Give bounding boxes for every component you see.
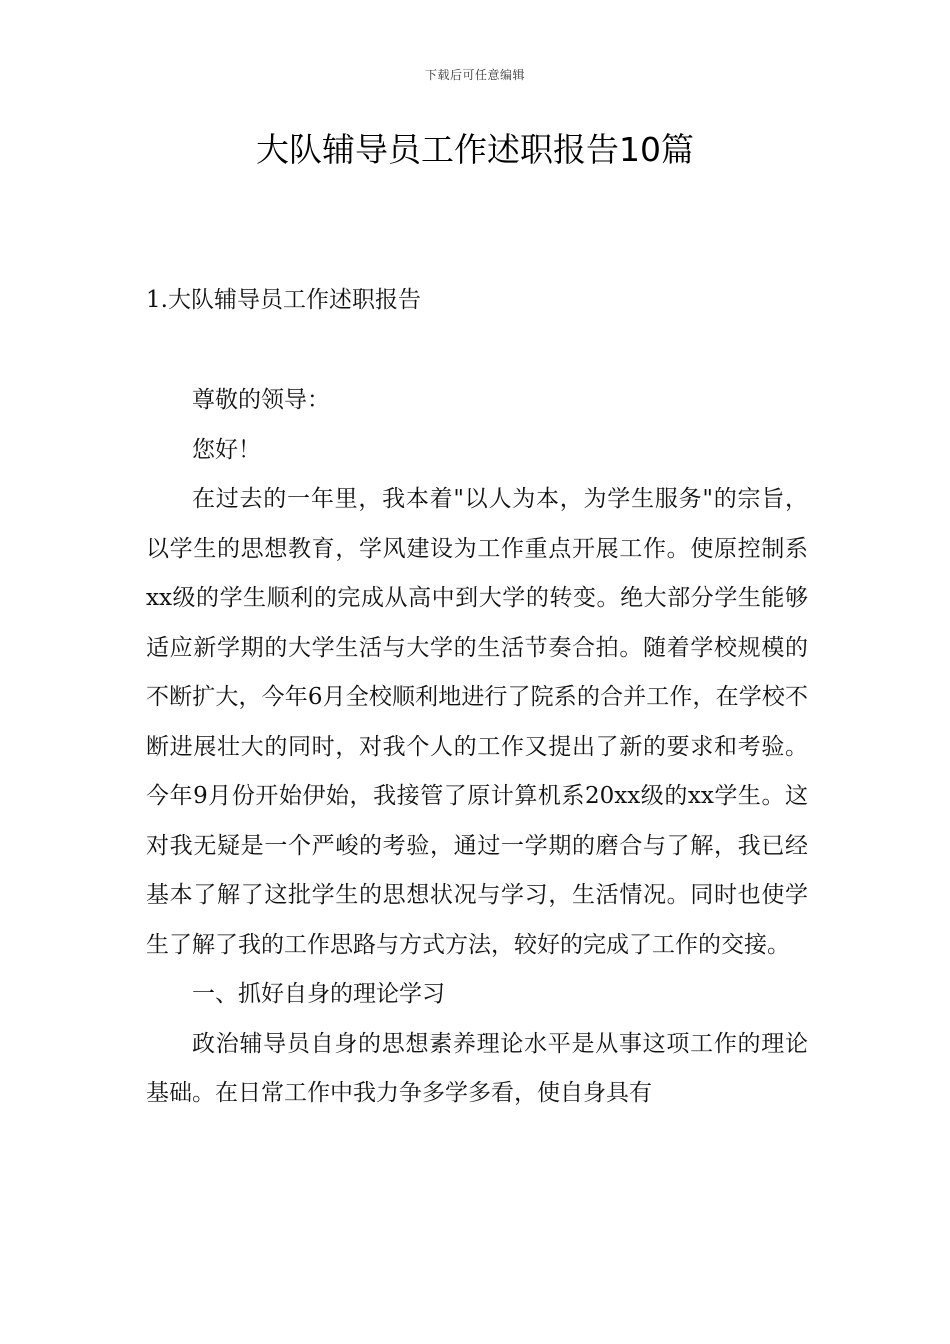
document-body: [146, 376, 808, 1119]
document-title: 大队辅导员工作述职报告10篇: [256, 130, 694, 169]
section-heading: 1.大队辅导员工作述职报告: [146, 287, 421, 313]
subsection-heading: 一、抓好自身的理论学习: [192, 981, 445, 1007]
greeting: 您好！: [192, 436, 261, 463]
header-note: 下载后可任意编辑: [424, 68, 525, 82]
salutation: 尊敬的领导：: [192, 387, 330, 413]
body-paragraph: 政治辅导员自身的思想素养理论水平是从事这项工作的理论基础。在日常工作中我力争多学多看，使自身具有: [146, 1030, 808, 1106]
body-paragraph: 在过去的一年里，我本着"以人为本，为学生服务"的宗旨，以学生的思想教育，学风建设为工作重点开展工作。使原控制系xx级的学生顺利的完成从高中到大学的转变。绝大部分学生能够适应新学期的大学生活与大学的生活节奏合拍。随着学校规模的不断扩大，今年6月全校顺利地进行了院系的合并工作，在学校不断进展壮大的同时，对我个人的工作又提出了新的要求和考验。今年9月份开始伊始，我接管了原计算机系20xx级的xx学生。这对我无疑是一个严峻的考验，通过一学期的磨合与了解，我已经基本了解了这批学生的思想状况与学习，生活情况。同时也使学生了解了我的工作思路与方式方法，较好的完成了工作的交接。: [146, 486, 808, 958]
